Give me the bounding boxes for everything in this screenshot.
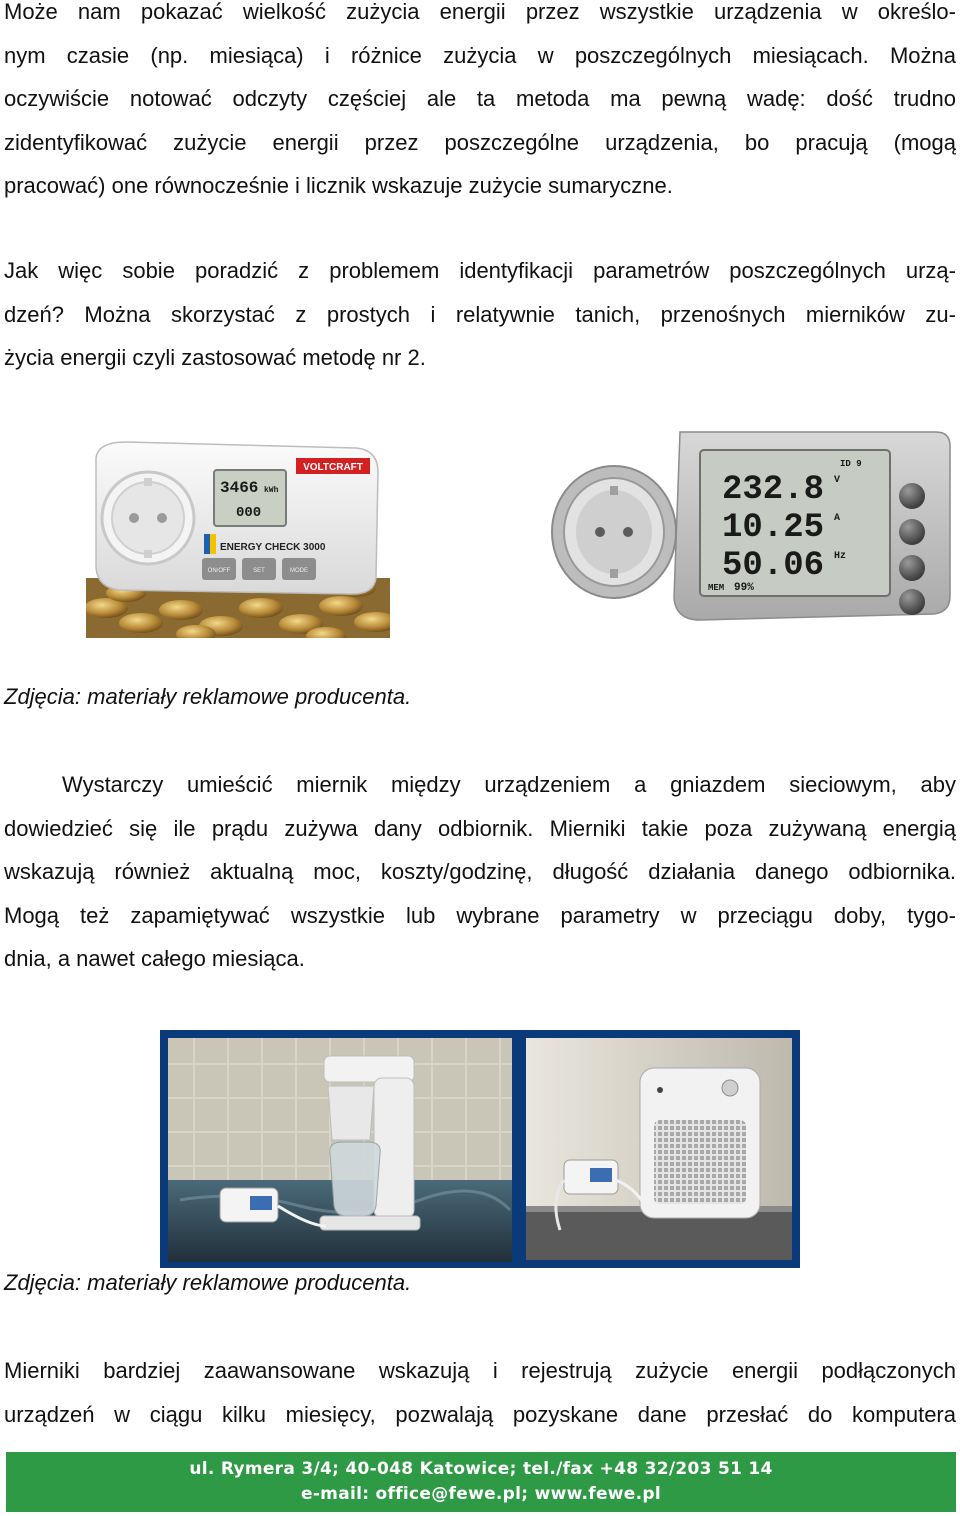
lcd-bottom-value: 000 [236,505,262,521]
button-label: ON/OFF [207,568,231,574]
coffee-maker [320,1056,420,1230]
text-line: oczywiście notować odczyty częściej ale ta metoda ma pewną wadę: dość trudno [4,86,956,112]
lcd-unit: kWh [264,486,279,495]
text-line: nym czasie (np. miesiąca) i różnice zużycia w poszczególnych miesiącach. Można [4,42,956,68]
paragraph-3 [4,763,956,981]
lcd-mem-label: MEM [708,583,725,593]
lcd-current-value: 10.25 [722,509,825,547]
paragraph-4 [4,1349,956,1436]
text-line: Mierniki bardziej zaawansowane wskazują i rejestrują zużycie energii podłączonych [4,1358,956,1383]
lcd-frequency-unit: Hz [834,551,847,562]
text-line: dzeń? Można skorzystać z prostych i relatywnie tanich, przenośnych mierników zu- [4,301,956,327]
text-line: Wystarczy umieścić miernik między urządzeniem a gniazdem sieciowym, aby [62,772,956,797]
text-line: Mogą też zapamiętywać wszystkie lub wybrane parametry w przeciągu doby, tygo- [4,902,956,928]
text-line: Jak więc sobie poradzić z problemem identyfikacji parametrów poszczególnych urzą- [4,258,956,283]
lcd-id-label: ID 9 [840,459,862,469]
energy-meter-illustration [550,428,954,642]
lcd-current-unit: A [834,513,841,524]
lcd-mem-value: 99% [734,582,754,594]
energy-meter-photo-2 [550,428,954,642]
meter-round-button [899,519,925,545]
footer-address: ul. Rymera 3/4; 40-048 Katowice; tel./fax +48 32/203 51 14 [189,1459,773,1479]
brand-label: VOLTCRAFT [303,462,363,473]
energy-meter-photo-1 [86,438,390,638]
footer-contact: e-mail: office@fewe.pl; www.fewe.pl [301,1484,661,1504]
text-line: dowiedzieć się ile prądu zużywa dany odbiornik. Mierniki takie poza zużywaną energią [4,815,956,841]
button-label: MODE [290,568,308,574]
paragraph-1 [4,0,956,208]
lcd-top-value: 3466 [220,479,259,497]
text-line: Może nam pokazać wielkość zużycia energii przez wszystkie urządzenia w określo- [4,0,956,24]
text-line: życia energii czyli zastosować metodę nr 2. [4,345,426,371]
energy-meter-illustration [86,438,390,638]
meter-round-button [899,589,925,615]
photo-caption: Zdjęcia: materiały reklamowe producenta. [4,1270,412,1295]
lcd-frequency-value: 50.06 [722,547,825,585]
appliances-illustration [160,1030,800,1268]
text-line: wskazują również aktualną moc, koszty/godzinę, długość działania danego odbiornika. [4,859,956,885]
lcd-voltage-unit: V [834,475,841,486]
model-label: ENERGY CHECK 3000 [220,542,326,553]
appliances-with-meters-photo [160,1030,800,1268]
fan-heater [640,1068,760,1218]
meter-round-button [899,483,925,509]
paragraph-2 [4,249,956,380]
text-line: dnia, a nawet całego miesiąca. [4,946,305,972]
contact-footer [6,1452,956,1512]
text-line: zidentyfikować zużycie energii przez poszczególne urządzenia, bo pracują (mogą [4,129,956,155]
photo-caption: Zdjęcia: materiały reklamowe producenta. [4,684,412,709]
text-line: pracować) one równocześnie i licznik wskazuje zużycie sumaryczne. [4,173,673,199]
meter-round-button [899,555,925,581]
button-label: SET [253,568,265,574]
lcd-voltage-value: 232.8 [722,471,825,509]
text-line: urządzeń w ciągu kilku miesięcy, pozwalają pozyskane dane przesłać do komputera [4,1401,956,1427]
